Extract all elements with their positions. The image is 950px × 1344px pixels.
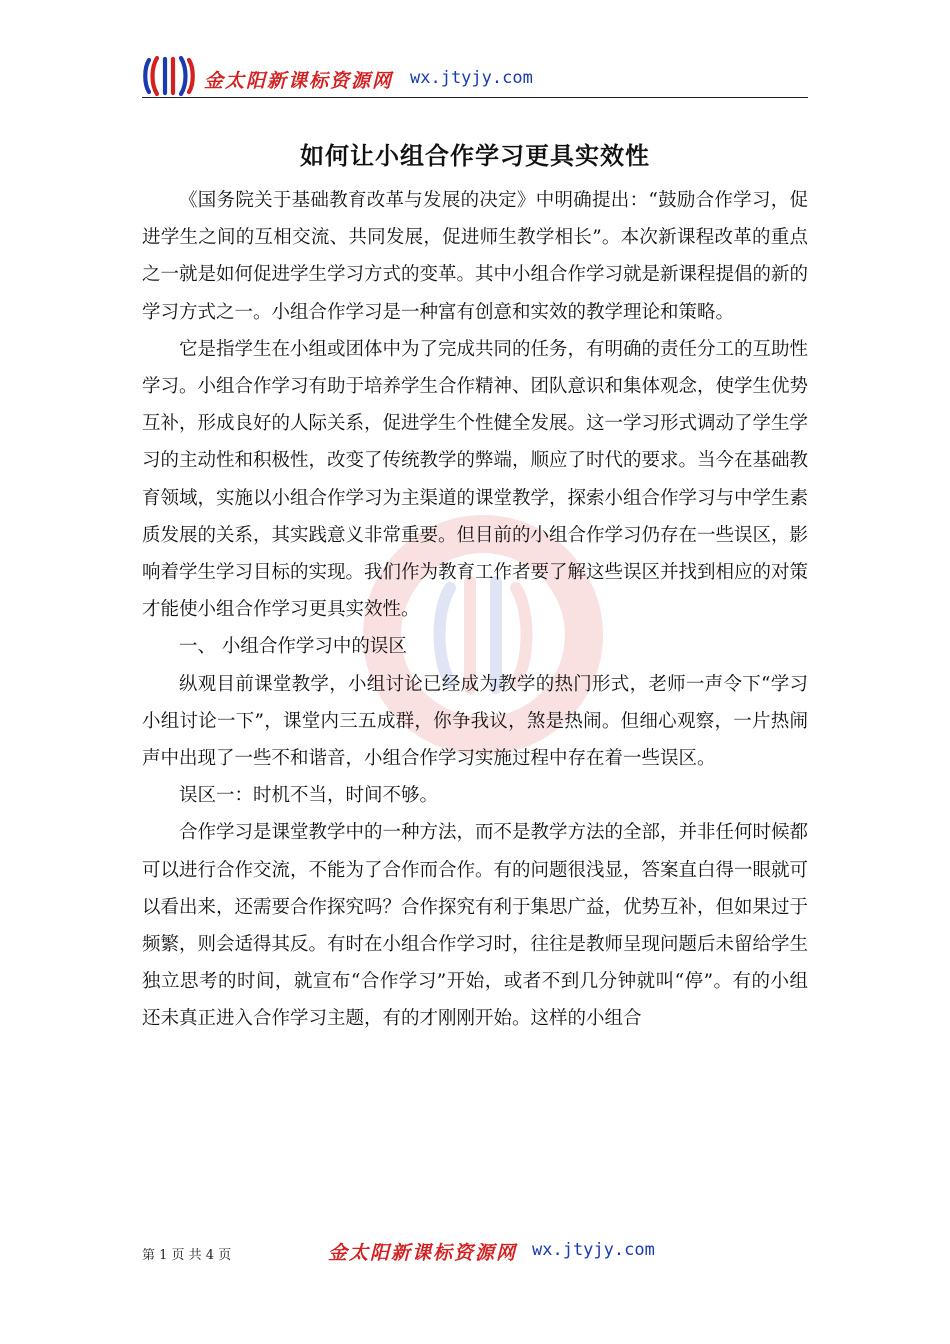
- page-footer: [142, 1236, 808, 1266]
- header-divider: [142, 97, 808, 98]
- header-brand-name: 金太阳新课标资源网: [204, 70, 394, 92]
- document-body: [142, 182, 808, 1038]
- jtyjy-logo-icon: [140, 52, 200, 100]
- section-heading: 一、 小组合作学习中的误区: [179, 636, 407, 658]
- footer-site-link[interactable]: wx.jtyjy.com: [532, 1240, 655, 1260]
- subsection-heading: 误区一：时机不当，时间不够。: [179, 785, 439, 807]
- document-title: 如何让小组合作学习更具实效性: [300, 141, 650, 170]
- page-header: [140, 52, 808, 100]
- paragraph: 纵观目前课堂教学，小组讨论已经成为教学的热门形式，老师一声令下“学习小组讨论一下”，课堂内三五成群，你争我议，煞是热闹。但细心观察，一片热闹声中出现了一些不和谐音，小组合作学习实施过程中存在着一些误区。: [142, 673, 808, 770]
- header-site-link[interactable]: wx.jtyjy.com: [410, 68, 533, 88]
- paragraph: 它是指学生在小组或团体中为了完成共同的任务，有明确的责任分工的互助性学习。小组合作学习有助于培养学生合作精神、团队意识和集体观念，使学生优势互补，形成良好的人际关系，促进学生个性健全发展。这一学习形式调动了学生学习的主动性和积极性，改变了传统教学的弊端，顺应了时代的要求。当今在基础教育领域，实施以小组合作学习为主渠道的课堂教学，探索小组合作学习与中学生素质发展的关系，其实践意义非常重要。但目前的小组合作学习仍存在一些误区，影响着学生学习目标的实现。我们作为教育工作者要了解这些误区并找到相应的对策才能使小组合作学习更具实效性。: [142, 338, 809, 621]
- paragraph: 合作学习是课堂教学中的一种方法，而不是教学方法的全部，并非任何时候都可以进行合作交流，不能为了合作而合作。有的问题很浅显，答案直白得一眼就可以看出来，还需要合作探究吗？合作探究有利于集思广益，优势互补，但如果过于频繁，则会适得其反。有时在小组合作学习时，往往是教师呈现问题后未留给学生独立思考的时间，就宣布“合作学习”开始，或者不到几分钟就叫“停”。有的小组还未真正进入合作学习主题，有的才刚刚开始。这样的小组合: [142, 822, 809, 1030]
- footer-brand-name: 金太阳新课标资源网: [328, 1242, 518, 1264]
- paragraph: 《国务院关于基础教育改革与发展的决定》中明确提出：“鼓励合作学习，促进学生之间的互相交流、共同发展，促进师生教学相长”。本次新课程改革的重点之一就是如何促进学生学习方式的变革。其中小组合作学习就是新课程提倡的新的学习方式之一。小组合作学习是一种富有创意和实效的教学理论和策略。: [142, 190, 809, 323]
- page-number: 第 1 页 共 4 页: [142, 1248, 232, 1263]
